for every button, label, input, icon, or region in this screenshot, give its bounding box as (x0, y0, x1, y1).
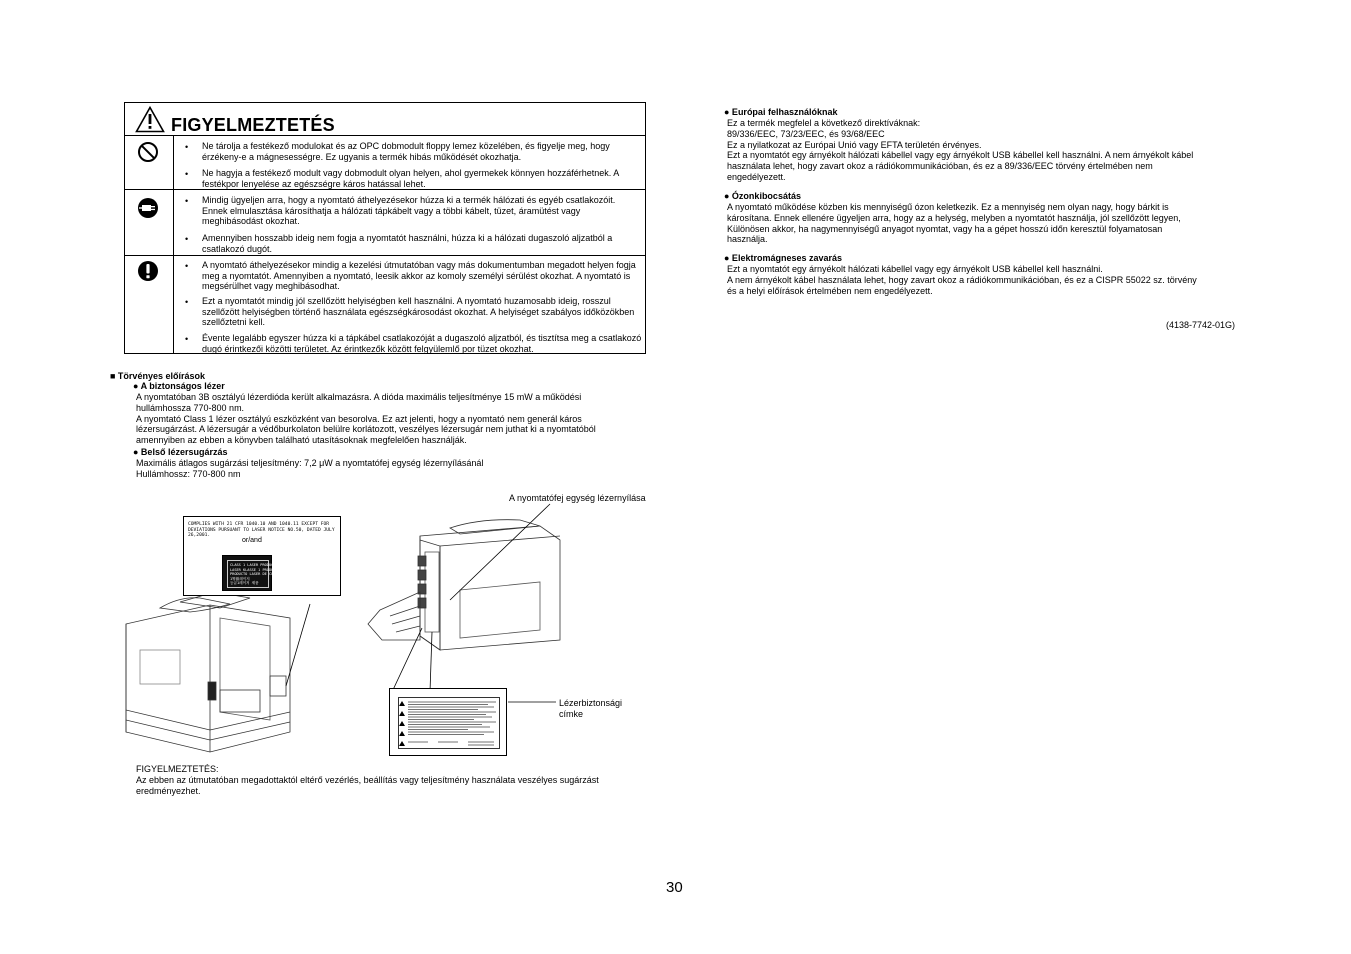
label-callout: Lézerbiztonsági címke (559, 698, 623, 719)
laser-safety-label-graphic (398, 697, 500, 749)
laser-safety-label-plate (389, 688, 507, 756)
aperture-callout: A nyomtatófej egység lézernyílása (509, 493, 646, 503)
emi-heading: ● Elektromágneses zavarás (724, 253, 843, 263)
page-number: 30 (666, 879, 683, 896)
warning-item: A nyomtató áthelyezésekor mindig a kezelési útmutatóban vagy más dokumentumban megadott helyen fogja meg a nyomtatót. Amennyiben a nyomtató, leesik akkor az komoly személyi sérülést okozhat. A nyomtató is megsérülhet vagy meghibásodhat. (202, 260, 636, 291)
warning-title: FIGYELMEZTETÉS (171, 115, 335, 135)
ozone-text: A nyomtató működése közben kis mennyiségű ózon keletkezik. Ez a mennyiség nem olyan nagy, hogy bárkit is károsítana. Ennek ellenére ügyeljen arra, hogy az a helység, melyben a nyomtatót használja, jól szellőzött legyen, Különösen akkor, ha nagymennyiségű anyagot nyomtat, vagy ha a gépet hosszú időn keresztül folyamatosan használja. (727, 202, 1181, 245)
internal-laser-text: Maximális átlagos sugárzási teljesítmény: 7,2 μW a nyomtatófej egység lézernyílásánál Hullámhossz: 770-800 nm (136, 458, 484, 479)
warning-item: Ne hagyja a festékező modult vagy dobmodult olyan helyen, ahol gyermekek könnyen hozzáférhetnek. A festékpor lenyelése az egészségre káros hatással lehet. (202, 168, 619, 189)
warning-item: Amennyiben hosszabb ideig nem fogja a nyomtatót használni, húzza ki a hálózati dugaszoló aljzatból a csatlakozó dugót. (202, 233, 613, 254)
warning-row-exclamation: • A nyomtató áthelyezésekor mindig a kezelési útmutatóban vagy más dokumentumban megadott helyen fogja meg a nyomtatót. Amennyiben a nyomtató, leesik akkor az komoly személyi sérülést okozhat. A nyomtató is megsérülhet vagy meghibásodhat. • Ezt a nyomtatót mindig jól szellőzött helyiségben kell használni. A nyomtató huzamosabb ideig, rosszul szellőzött helyiségben történő használata egészségkárosodást okozhat. A helyiséget szabályos időközökben szellőztetni kell. • Évente legalább egyszer húzza ki a tápkábel csatlakozóját a dugaszoló aljzatból, és tisztítsa meg a csatlakozó dugó érintkezői közötti területet. Az érintkezők között felgyülemlő por tüzet okozhat. (125, 255, 645, 353)
warning-item: Ezt a nyomtatót mindig jól szellőzött helyiségben kell használni. A nyomtató huzamosabb ideig, rosszul szellőzött helyiségben történő használata egészségkárosodást okozhat. A helyiséget szabályos időközökben szellőztetni kell. (202, 296, 635, 327)
document-code: (4138-7742-01G) (1166, 320, 1236, 330)
safe-laser-heading: ● A biztonságos lézer (133, 381, 225, 391)
unplug-icon (137, 197, 159, 219)
warning-header (125, 103, 645, 136)
legal-heading: ■ Törvényes előírások (110, 371, 205, 381)
warning-row-unplug: • Mindig ügyeljen arra, hogy a nyomtató áthelyezésekor húzza ki a termék hálózati és egyéb csatlakozóit. Ennek elmulasztása károsíthatja a hálózati tápkábelt vagy a többi kábelt, tüzet, áramütést vagy meghibásodást okozhat. • Amennyiben hosszabb ideig nem fogja a nyomtatót használni, húzza ki a hálózati dugaszoló aljzatból a csatlakozó dugót. (125, 189, 645, 256)
ozone-heading: ● Ózonkibocsátás (724, 191, 801, 201)
warning-row-prohibition: • Ne tárolja a festékező modulokat és az OPC dobmodult floppy lemez közelében, és figyelje meg, hogy érzékeny-e a mágnesességre. Ez ugyanis a termék hibás működését okozhatja. • Ne hagyja a festékező modult vagy dobmodult olyan helyen, ahol gyermekek könnyen hozzáférhetnek. A festékpor lenyelése az egészségre káros hatással lehet. (125, 135, 645, 190)
warning-item: Mindig ügyeljen arra, hogy a nyomtató áthelyezésekor húzza ki a termék hálózati és egyéb csatlakozóit. Ennek elmulasztása károsíthatja a hálózati tápkábelt vagy a többi kábelt, tüzet, áramütést vagy meghibásodást okozhat. (202, 195, 616, 226)
eu-heading: ● Európai felhasználóknak (724, 107, 838, 117)
class-1-label: CLASS 1 LASER PRODUCT LASER KLASSE 1 PRODUKT PRODUCTO LASER DE CLASE 1 1等級레이저 등급1레이저 제품 (222, 555, 272, 591)
or-and-text: or/and (242, 537, 262, 544)
emi-text: Ezt a nyomtatót egy árnyékolt hálózati kábellel vagy egy árnyékolt USB kábellel kell használni. A nem árnyékolt kábel használata lehet, hogy zavart okoz a rádiókommunikációban, és ez a CISPR 55022 sz. törvény és a helyi előírások értelmében nem engedélyezett. (727, 264, 1197, 296)
warning-triangle-icon (135, 106, 165, 133)
eu-text: Ez a termék megfelel a következő direktíváknak: 89/336/EEC, 73/23/EEC, és 93/68/EEC Ez a nyilatkozat az Európai Unió vagy EFTA területén érvényes. Ezt a nyomtatót egy árnyékolt hálózati kábellel vagy egy árnyékolt USB kábellel kell használni. A nem árnyékolt kábel használata lehet, hogy zavart okoz a rádiókommunikációban, és ez a 89/336/EEC törvény értelmében nem engedélyezett. (727, 118, 1194, 182)
warning-box (124, 102, 646, 354)
warning-item: Ne tárolja a festékező modulokat és az OPC dobmodult floppy lemez közelében, és figyelje meg, hogy érzékeny-e a mágnesességre. Ez ugyanis a termék hibás működését okozhatja. (202, 141, 610, 162)
prohibition-icon (137, 141, 159, 163)
internal-laser-heading: ● Belső lézersugárzás (133, 447, 228, 457)
safe-laser-text: A nyomtatóban 3B osztályú lézerdióda került alkalmazásra. A dióda maximális teljesítménye 15 mW a működési hullámhossza 770-800 nm. A nyomtató Class 1 lézer osztályú eszközként van besorolva. Ez azt jelenti, hogy a nyomtató nem generál káros lézersugárzást. A lézersugár a védőburkolaton belülre korlátozott, veszélyes lézersugár nem juthat ki a nyomtatóból amennyiben az ebben a könyvben található utasításoknak megfelelően használják. (136, 392, 596, 446)
warning-item: Évente legalább egyszer húzza ki a tápkábel csatlakozóját a dugaszoló aljzatból, és tisztítsa meg a csatlakozó dugó érintkezői közötti területet. Az érintkezők között felgyülemlő por tüzet okozhat. (202, 333, 642, 354)
exclamation-icon (137, 260, 159, 282)
rear-label-plate: COMPLIES WITH 21 CFR 1040.10 AND 1040.11 EXCEPT FOR DEVIATIONS PURSUANT TO LASER NOTICE NO.50, DATED JULY 26,2001. or/and CLASS 1 LASER PRODUCT LASER KLASSE 1 PRODUKT PRODUCTO LASER DE CLASE 1 1等級레이저 등급1레이저 제품 (183, 516, 341, 596)
caution-note: FIGYELMEZTETÉS: Az ebben az útmutatóban megadottaktól eltérő vezérlés, beállítás vagy teljesítmény használata veszélyes sugárzást eredményezhet. (136, 764, 599, 796)
